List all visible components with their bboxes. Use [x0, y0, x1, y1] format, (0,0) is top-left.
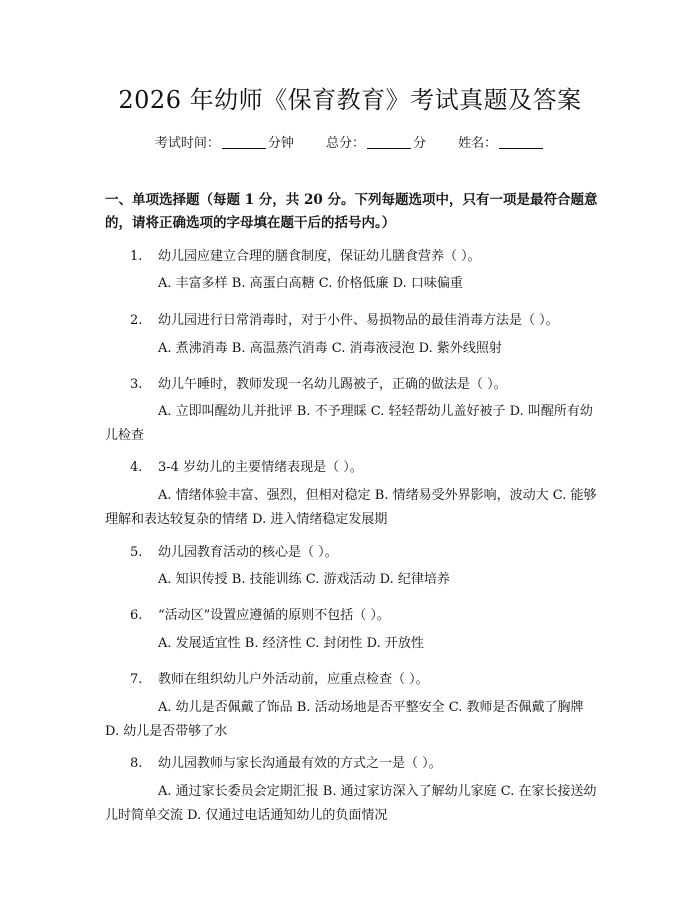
question-text: 3-4 岁幼儿的主要情绪表现是（ ）。 — [158, 460, 363, 475]
question-stem — [130, 245, 481, 264]
total-score-blank — [367, 136, 411, 149]
question-number: 7. — [130, 672, 143, 687]
total-score-field — [326, 136, 430, 151]
question-stem — [130, 456, 363, 475]
question-text: 幼儿园教育活动的核心是（ ）。 — [158, 545, 338, 560]
question-text: 幼儿园应建立合理的膳食制度，保证幼儿膳食营养（ ）。 — [158, 249, 481, 264]
question-stem — [130, 373, 507, 392]
exam-time-blank — [222, 136, 266, 149]
question-number: 3. — [130, 377, 143, 392]
question-text: 幼儿园进行日常消毒时，对于小件、易损物品的最佳消毒方法是（ ）。 — [158, 313, 559, 328]
exam-info-line — [0, 132, 700, 151]
question-number: 5. — [130, 545, 143, 560]
name-field — [458, 136, 545, 151]
page-title: 2026 年幼师《保育教育》考试真题及答案 — [118, 86, 582, 114]
question-stem — [130, 668, 429, 687]
question-options: A. 立即叫醒幼儿并批评 B. 不予理睬 C. 轻轻帮幼儿盖好被子 D. 叫醒所有幼儿检查 — [105, 404, 593, 443]
question-options: A. 幼儿是否佩戴了饰品 B. 活动场地是否平整安全 C. 教师是否佩戴了胸牌 D. 幼儿是否带够了水 — [105, 700, 584, 739]
exam-time-field — [155, 136, 298, 151]
question-number: 6. — [130, 608, 143, 623]
total-score-unit: 分 — [413, 136, 427, 151]
question-stem — [130, 752, 442, 771]
question-options: A. 丰富多样 B. 高蛋白高糖 C. 价格低廉 D. 口味偏重 — [158, 276, 463, 291]
name-label: 姓名： — [458, 136, 498, 151]
question-text: 幼儿园教师与家长沟通最有效的方式之一是（ ）。 — [158, 756, 442, 771]
section-heading: 一、单项选择题（每题 1 分，共 20 分。下列每题选项中，只有一项是最符合题意的，请将正确选项的字母填在题干后的括号内。） — [105, 192, 598, 231]
question-stem — [130, 604, 390, 623]
question-stem — [130, 541, 338, 560]
question-text: “活动区”设置应遵循的原则不包括（ ）。 — [158, 608, 390, 623]
question-stem — [130, 309, 559, 328]
question-options: A. 情绪体验丰富、强烈，但相对稳定 B. 情绪易受外界影响，波动大 C. 能够理解和表达较复杂的情绪 D. 进入情绪稳定发展期 — [105, 488, 597, 527]
question-number: 4. — [130, 460, 143, 475]
question-options: A. 知识传授 B. 技能训练 C. 游戏活动 D. 纪律培养 — [158, 572, 450, 587]
exam-time-unit: 分钟 — [267, 136, 294, 151]
question-options: A. 发展适宜性 B. 经济性 C. 封闭性 D. 开放性 — [158, 636, 424, 651]
exam-time-label: 考试时间： — [154, 136, 220, 151]
question-text: 幼儿午睡时，教师发现一名幼儿踢被子，正确的做法是（ ）。 — [158, 377, 507, 392]
question-options: A. 煮沸消毒 B. 高温蒸汽消毒 C. 消毒液浸泡 D. 紫外线照射 — [158, 341, 502, 356]
question-text: 教师在组织幼儿户外活动前，应重点检查（ ）。 — [158, 672, 429, 687]
question-options: A. 通过家长委员会定期汇报 B. 通过家访深入了解幼儿家庭 C. 在家长接送幼儿时简单交流 D. 仅通过电话通知幼儿的负面情况 — [105, 784, 597, 823]
question-number: 2. — [130, 313, 143, 328]
total-score-label: 总分： — [325, 136, 365, 151]
question-number: 8. — [130, 756, 143, 771]
name-blank — [499, 136, 543, 149]
question-number: 1. — [130, 249, 143, 264]
